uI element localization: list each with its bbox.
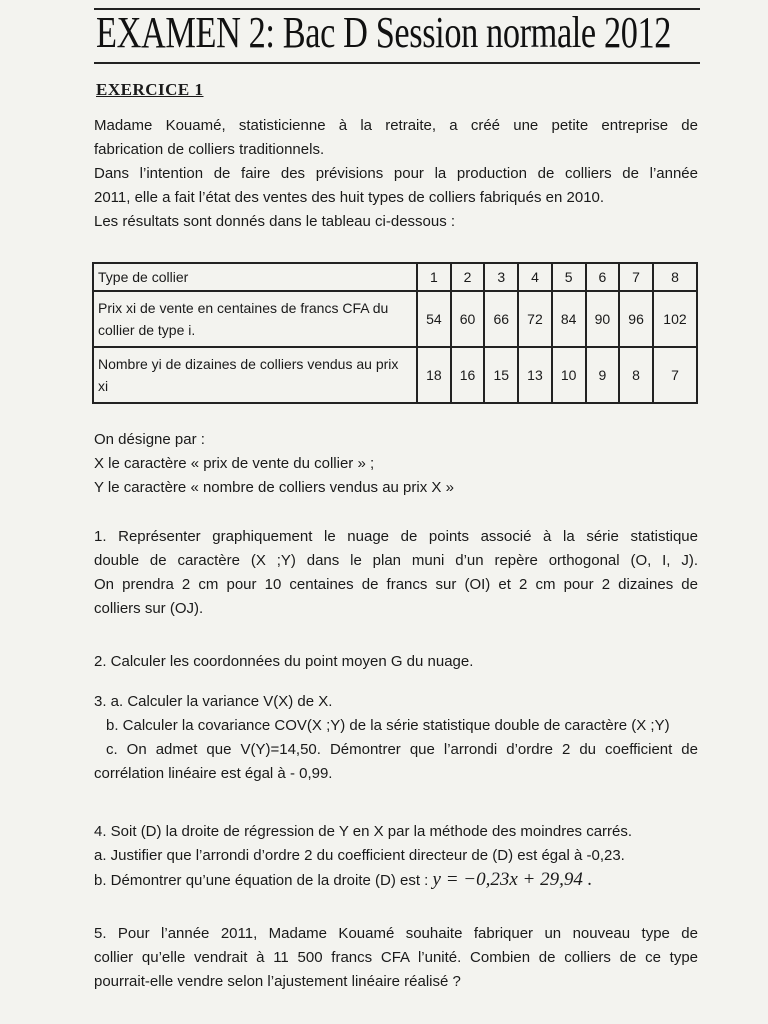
question-2 [94, 650, 698, 674]
question-line: pourrait-elle vendre selon l’ajustement linéaire réalisé ? [94, 973, 461, 990]
table-row-prices [93, 291, 697, 347]
question-line: 3. a. Calculer la variance V(X) de X. [94, 693, 333, 710]
intro-paragraph [94, 114, 698, 234]
question-line: corrélation linéaire est égal à - 0,99. [94, 765, 333, 782]
question-line: 2. Calculer les coordonnées du point moyen G du nuage. [94, 653, 474, 670]
question-line: 4. Soit (D) la droite de régression de Y en X par la méthode des moindres carrés. [94, 823, 633, 840]
sales-table [92, 262, 698, 404]
quantity-cell: 13 [518, 347, 552, 403]
quantity-cell: 7 [653, 347, 697, 403]
price-cell: 96 [619, 291, 653, 347]
row-label-type: Type de collier [93, 263, 417, 291]
question-1 [94, 525, 698, 621]
intro-line: 2011, elle a fait l’état des ventes des huit types de colliers fabriqués en 2010. [94, 189, 605, 206]
regression-equation: y = −0,23x + 29,94 . [432, 869, 593, 890]
type-cell: 7 [619, 263, 653, 291]
quantity-cell: 9 [586, 347, 620, 403]
type-cell: 1 [417, 263, 451, 291]
definition-line: X le caractère « prix de vente du collier » ; [94, 455, 375, 472]
price-cell: 84 [552, 291, 586, 347]
intro-line: fabrication de colliers traditionnels. [94, 141, 325, 158]
question-line: colliers sur (OJ). [94, 600, 204, 617]
quantity-cell: 18 [417, 347, 451, 403]
type-cell: 4 [518, 263, 552, 291]
type-cell: 2 [451, 263, 485, 291]
type-cell: 5 [552, 263, 586, 291]
definitions-paragraph [94, 428, 698, 500]
table-row-types [93, 263, 697, 291]
type-cell: 6 [586, 263, 620, 291]
question-line-text: b. Démontrer qu’une équation de la droite (D) est : [94, 872, 429, 889]
quantity-cell: 10 [552, 347, 586, 403]
definition-line: Y le caractère « nombre de colliers vendus au prix X » [94, 479, 454, 496]
title-underline [94, 62, 700, 64]
question-3 [94, 690, 698, 786]
price-cell: 72 [518, 291, 552, 347]
intro-line: Les résultats sont donnés dans le tableau ci-dessous : [94, 213, 456, 230]
price-cell: 90 [586, 291, 620, 347]
price-cell: 66 [484, 291, 518, 347]
question-line: b. Calculer la covariance COV(X ;Y) de la série statistique double de caractère (X ;Y) [106, 717, 670, 734]
table-row-quantities [93, 347, 697, 403]
question-line [94, 868, 698, 893]
quantity-cell: 8 [619, 347, 653, 403]
quantity-cell: 16 [451, 347, 485, 403]
question-line: On prendra 2 cm pour 10 centaines de francs sur (OI) et 2 cm pour 2 dizaines de [94, 576, 698, 593]
question-line: a. Justifier que l’arrondi d’ordre 2 du coefficient directeur de (D) est égal à -0,23. [94, 847, 625, 864]
price-cell: 102 [653, 291, 697, 347]
price-cell: 54 [417, 291, 451, 347]
question-line: 5. Pour l’année 2011, Madame Kouamé souhaite fabriquer un nouveau type de [94, 925, 698, 942]
intro-line: Dans l’intention de faire des prévisions pour la production de colliers de l’année [94, 165, 698, 182]
definition-line: On désigne par : [94, 431, 205, 448]
question-5 [94, 922, 698, 994]
question-line: 1. Représenter graphiquement le nuage de points associé à la série statistique [94, 528, 698, 545]
question-line: c. On admet que V(Y)=14,50. Démontrer que l’arrondi d’ordre 2 du coefficient de [106, 741, 698, 758]
exercise-title: EXERCICE 1 [96, 80, 204, 99]
question-line: double de caractère (X ;Y) dans le plan muni d’un repère orthogonal (O, I, J). [94, 552, 698, 569]
quantity-cell: 15 [484, 347, 518, 403]
price-cell: 60 [451, 291, 485, 347]
intro-line: Madame Kouamé, statisticienne à la retraite, a créé une petite entreprise de [94, 117, 698, 134]
row-label-price: Prix xi de vente en centaines de francs CFA du collier de type i. [93, 291, 417, 347]
page-title: EXAMEN 2: Bac D Session normale 2012 [96, 8, 672, 57]
question-4 [94, 820, 698, 893]
type-cell: 3 [484, 263, 518, 291]
type-cell: 8 [653, 263, 697, 291]
row-label-quantity: Nombre yi de dizaines de colliers vendus au prix xi [93, 347, 417, 403]
question-line: collier qu’elle vendrait à 11 500 francs CFA l’unité. Combien de colliers de ce type [94, 949, 698, 966]
